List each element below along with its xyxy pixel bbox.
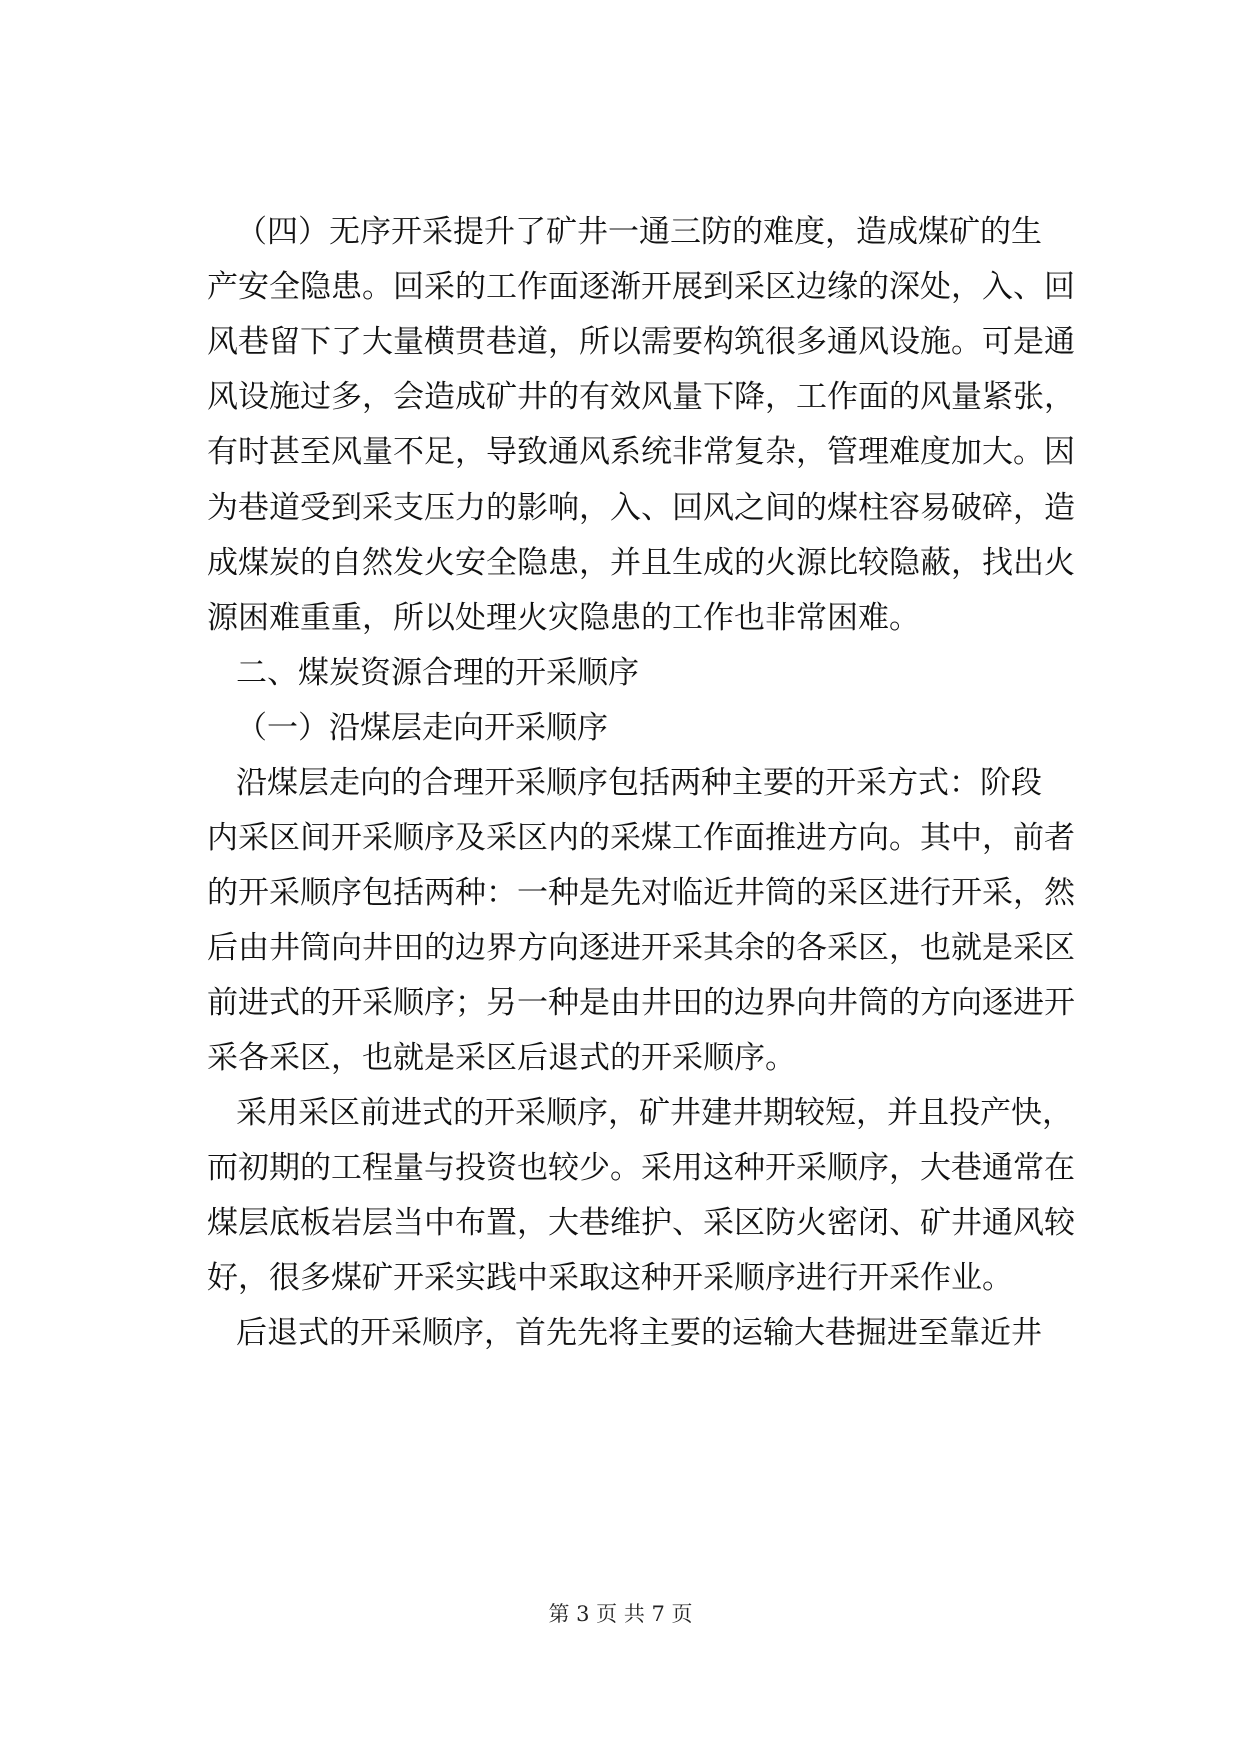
page-footer: 第 3 页 共 7 页 [548, 1602, 693, 1626]
paragraph-line: 为巷道受到采支压力的影响，入、回风之间的煤柱容易破碎，造 [207, 490, 1075, 526]
paragraph-line: 后由井筒向井田的边界方向逐进开采其余的各采区，也就是采区 [207, 930, 1075, 966]
subsection-heading: （一）沿煤层走向开采顺序 [236, 710, 608, 746]
paragraph-line: 源困难重重，所以处理火灾隐患的工作也非常困难。 [207, 600, 920, 636]
paragraph-line: 的开采顺序包括两种：一种是先对临近井筒的采区进行开采，然 [207, 875, 1075, 911]
paragraph-line: 风设施过多，会造成矿井的有效风量下降，工作面的风量紧张， [207, 379, 1075, 415]
paragraph-line: 前进式的开采顺序；另一种是由井田的边界向井筒的方向逐进开 [207, 985, 1075, 1021]
paragraph-line: 采各采区，也就是采区后退式的开采顺序。 [207, 1040, 796, 1076]
paragraph-line: 产安全隐患。回采的工作面逐渐开展到采区边缘的深处，入、回 [207, 269, 1075, 305]
paragraph-line: 采用采区前进式的开采顺序，矿井建井期较短，并且投产快， [236, 1095, 1073, 1131]
paragraph-line: 沿煤层走向的合理开采顺序包括两种主要的开采方式：阶段 [236, 765, 1042, 801]
paragraph-line: （四）无序开采提升了矿井一通三防的难度，造成煤矿的生 [236, 214, 1042, 250]
paragraph-line: 内采区间开采顺序及采区内的采煤工作面推进方向。其中，前者 [207, 820, 1075, 856]
paragraph-line: 好，很多煤矿开采实践中采取这种开采顺序进行开采作业。 [207, 1260, 1013, 1296]
paragraph-line: 风巷留下了大量横贯巷道，所以需要构筑很多通风设施。可是通 [207, 324, 1075, 360]
paragraph-line: 而初期的工程量与投资也较少。采用这种开采顺序，大巷通常在 [207, 1150, 1075, 1186]
section-heading: 二、煤炭资源合理的开采顺序 [236, 655, 639, 691]
paragraph-line: 后退式的开采顺序，首先先将主要的运输大巷掘进至靠近井 [236, 1315, 1042, 1351]
paragraph-line: 有时甚至风量不足，导致通风系统非常复杂，管理难度加大。因 [207, 434, 1075, 470]
paragraph-line: 煤层底板岩层当中布置，大巷维护、采区防火密闭、矿井通风较 [207, 1205, 1075, 1241]
paragraph-line: 成煤炭的自然发火安全隐患，并且生成的火源比较隐蔽，找出火 [207, 545, 1075, 581]
